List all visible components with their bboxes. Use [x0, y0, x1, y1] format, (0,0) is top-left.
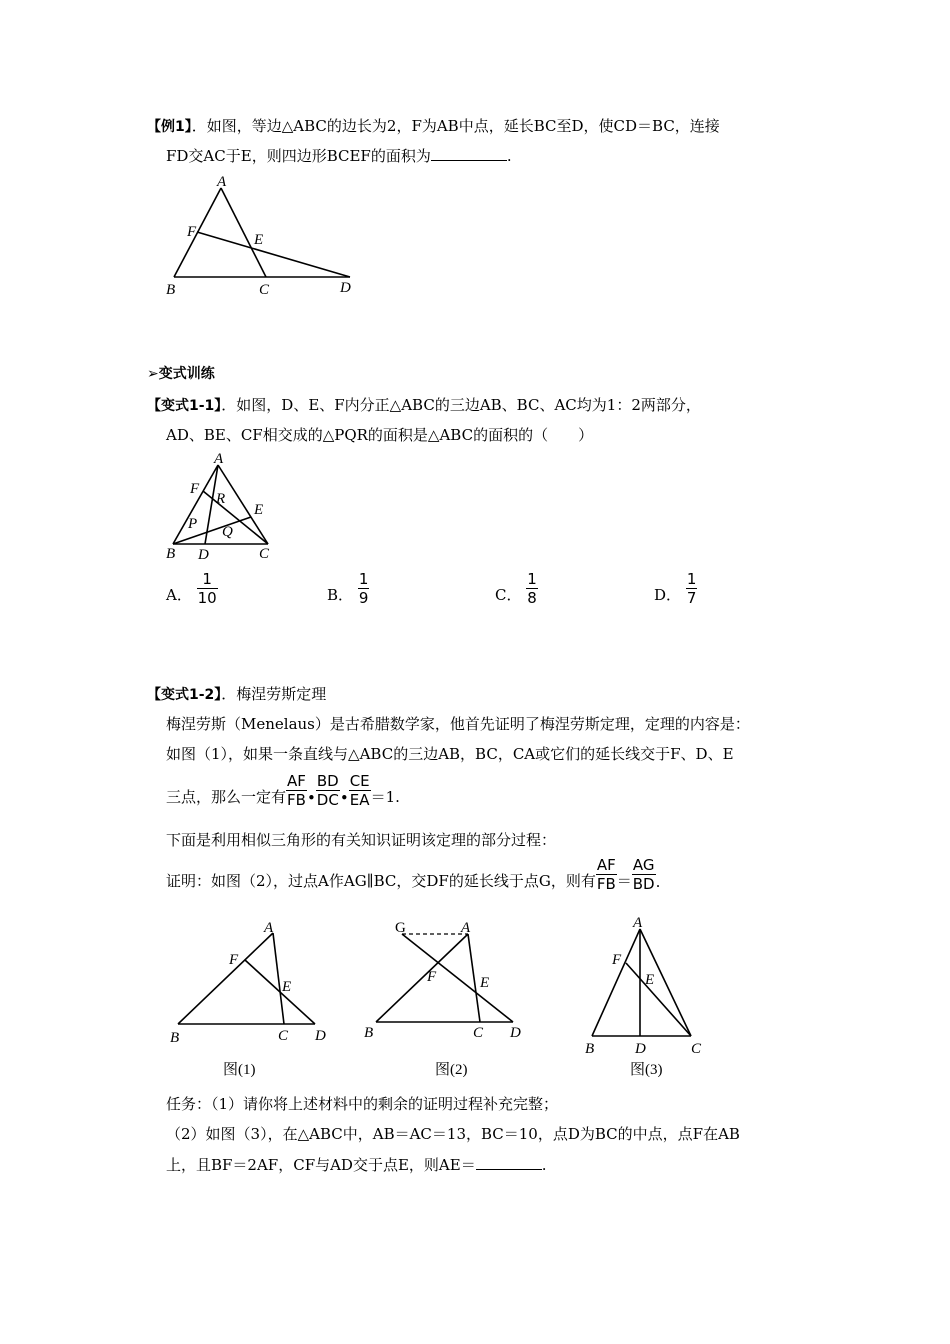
- task-2-text: 上，且BF＝2AF，CF与AD交于点E，则AE＝: [166, 1156, 476, 1174]
- option-a-fraction: [197, 570, 218, 607]
- arrow-icon: ➢: [147, 366, 159, 382]
- option-d-den: 7: [686, 589, 697, 607]
- section-title: 变式训练: [158, 366, 215, 382]
- fraction-bd-dc: [316, 772, 340, 809]
- variant-1-1-figure: [160, 448, 290, 564]
- fig3-label-b: B: [585, 1041, 595, 1057]
- v11-label-d: D: [198, 547, 209, 563]
- option-b-letter: B．: [327, 586, 354, 604]
- ex1-label-b: B: [166, 282, 176, 298]
- fraction-ag-bd: [632, 856, 656, 893]
- v12-paragraph-3: [166, 772, 400, 809]
- figure-3: [578, 908, 718, 1080]
- v12-paragraph-4: 下面是利用相似三角形的有关知识证明该定理的部分过程：: [166, 831, 557, 849]
- ex1-label-d: D: [340, 280, 351, 296]
- frac-fb-2: FB: [596, 875, 616, 893]
- fig1-label-c: C: [278, 1028, 289, 1044]
- figure-1: [160, 912, 340, 1082]
- figure-2: [358, 912, 538, 1082]
- option-a-num: 1: [197, 570, 218, 589]
- frac-ea: EA: [349, 791, 370, 809]
- option-b[interactable]: [327, 570, 369, 607]
- example-1-period: .: [506, 147, 512, 165]
- v12-paragraph-2: 如图（1），如果一条直线与△ABC的三边AB，BC，CA或它们的延长线交于F、D、E: [166, 745, 734, 763]
- fig3-caption: 图(3): [630, 1062, 663, 1078]
- task-2-line-2: [166, 1155, 546, 1175]
- variant-1-1-text-1: ．如图，D、E、F内分正△ABC的三边AB、BC、AC均为1：2两部分，: [221, 396, 701, 414]
- fig1-label-f: F: [229, 952, 239, 968]
- fig1-label-b: B: [170, 1030, 180, 1046]
- v11-label-c: C: [259, 546, 270, 562]
- option-c-num: 1: [527, 570, 537, 588]
- variant-1-2-title: ．梅涅劳斯定理: [221, 685, 327, 703]
- fraction-af-fb-2: [596, 856, 617, 893]
- ex1-label-c: C: [259, 282, 270, 298]
- v12-p5-post: .: [655, 873, 661, 891]
- task-2-period: .: [541, 1156, 547, 1174]
- fig3-label-e: E: [645, 972, 655, 988]
- task-answer-blank: [476, 1155, 542, 1170]
- v11-label-b: B: [166, 546, 176, 562]
- variant-1-1-line-2: AD、BE、CF相交成的△PQR的面积是△ABC的面积的（ ）: [166, 426, 594, 444]
- v12-p3-post: ＝1.: [370, 788, 400, 806]
- equals-sign: ＝: [616, 872, 632, 890]
- fraction-ce-ea: [349, 772, 371, 809]
- fig2-label-a: A: [461, 920, 471, 936]
- variant-1-1-label: 【变式1-1】: [147, 398, 222, 414]
- option-b-fraction: [358, 570, 370, 607]
- example-1-line-2: [166, 146, 512, 166]
- option-d-letter: D．: [654, 586, 682, 604]
- option-b-den: 9: [358, 589, 369, 607]
- option-a[interactable]: [166, 570, 218, 607]
- v11-label-e: E: [254, 502, 264, 518]
- example-1-figure: [160, 170, 370, 300]
- fig2-label-f: F: [427, 969, 437, 985]
- frac-af-2: AF: [596, 856, 616, 874]
- fig1-label-e: E: [282, 979, 292, 995]
- ex1-label-f: F: [187, 224, 197, 240]
- fig2-label-e: E: [480, 975, 490, 991]
- option-a-den: 10: [197, 589, 217, 607]
- example-1-text-1: ．如图，等边△ABC的边长为2，F为AB中点，延长BC至D，使CD＝BC，连接: [191, 117, 720, 135]
- v11-label-p: P: [188, 516, 198, 532]
- frac-bd: BD: [316, 772, 339, 790]
- frac-ce: CE: [349, 772, 370, 790]
- fig2-label-c: C: [473, 1025, 484, 1041]
- fig3-label-f: F: [612, 952, 622, 968]
- fig2-label-d: D: [510, 1025, 521, 1041]
- ex1-label-e: E: [254, 232, 264, 248]
- option-c[interactable]: [495, 570, 538, 607]
- task-2-line-1: （2）如图（3），在△ABC中，AB＝AC＝13，BC＝10，点D为BC的中点，点F在AB: [166, 1125, 740, 1143]
- section-heading: [147, 364, 215, 384]
- example-1-line-1: [147, 116, 720, 137]
- v11-label-q: Q: [222, 524, 233, 540]
- v12-p5-pre: 证明：如图（2），过点A作AG∥BC，交DF的延长线于点G，则有: [166, 872, 596, 890]
- fig3-label-c: C: [691, 1041, 702, 1057]
- option-d[interactable]: [654, 570, 697, 607]
- frac-bd-2: BD: [632, 875, 655, 893]
- variant-1-2-label: 【变式1-2】: [147, 687, 222, 703]
- option-b-num: 1: [358, 570, 369, 588]
- fig1-caption: 图(1): [223, 1062, 256, 1078]
- variant-1-2-heading: [147, 684, 326, 705]
- option-c-den: 8: [527, 589, 537, 607]
- fig3-label-d: D: [635, 1041, 646, 1057]
- fig1-label-d: D: [315, 1028, 326, 1044]
- fig3-label-a: A: [633, 915, 643, 931]
- v12-paragraph-1: 梅涅劳斯（Menelaus）是古希腊数学家，他首先证明了梅涅劳斯定理，定理的内容是：: [166, 715, 750, 733]
- variant-1-1-line-1: [147, 395, 701, 416]
- fig2-label-b: B: [364, 1025, 374, 1041]
- frac-ag: AG: [632, 856, 655, 874]
- ex1-label-a: A: [217, 174, 227, 190]
- frac-dc: DC: [316, 791, 339, 809]
- answer-blank: [431, 146, 507, 161]
- option-c-letter: C．: [495, 586, 522, 604]
- dot-1: •: [306, 789, 316, 807]
- option-c-fraction: [526, 570, 538, 607]
- task-1: 任务：（1）请你将上述材料中的剩余的证明过程补充完整；: [166, 1095, 559, 1113]
- example-1-label: 【例1】: [147, 119, 192, 135]
- option-a-letter: A．: [166, 586, 192, 604]
- fraction-af-fb: [286, 772, 307, 809]
- dot-2: •: [339, 789, 349, 807]
- frac-fb: FB: [287, 791, 306, 809]
- fig1-label-a: A: [264, 920, 274, 936]
- v11-label-r: R: [216, 491, 226, 507]
- fig2-label-g: G: [395, 920, 406, 936]
- option-d-num: 1: [686, 570, 697, 588]
- frac-af: AF: [287, 772, 306, 790]
- v11-label-a: A: [214, 451, 224, 467]
- v12-paragraph-5: [166, 856, 660, 893]
- option-d-fraction: [686, 570, 698, 607]
- v12-p3-pre: 三点，那么一定有: [166, 788, 287, 806]
- fig2-caption: 图(2): [435, 1062, 468, 1078]
- v11-label-f: F: [190, 481, 200, 497]
- example-1-text-2: FD交AC于E，则四边形BCEF的面积为: [166, 147, 431, 165]
